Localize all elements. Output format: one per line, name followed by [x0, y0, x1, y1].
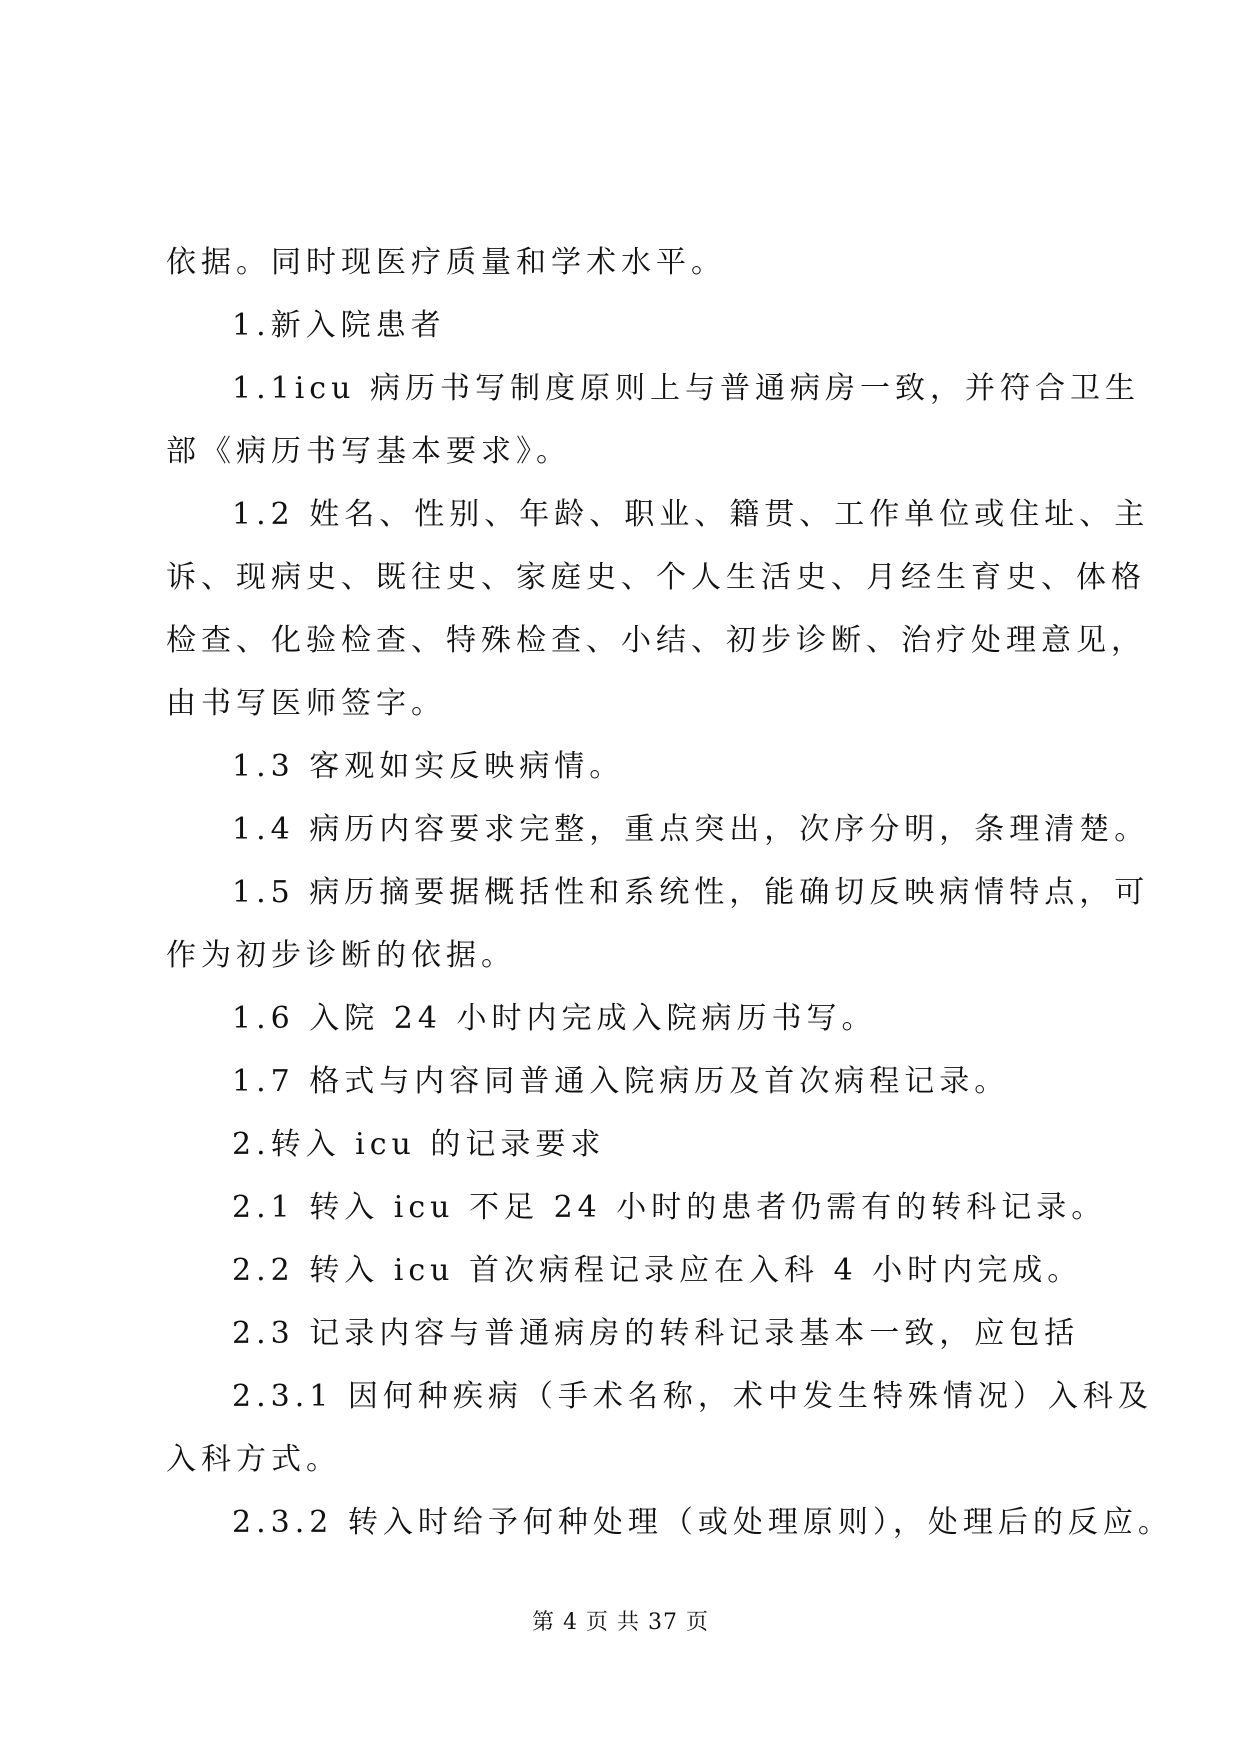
document-body [166, 231, 1173, 1554]
text-line: 1.6 入院 24 小时内完成入院病历书写。 [232, 1001, 877, 1036]
text-line: 2.1 转入 icu 不足 24 小时的患者仍需有的转科记录。 [232, 1190, 1107, 1225]
text-line: 2.3 记录内容与普通病房的转科记录基本一致，应包括 [232, 1316, 1080, 1351]
text-line: 1.2 姓名、性别、年龄、职业、籍贯、工作单位或住址、主 [232, 497, 1150, 532]
text-line: 由书写医师签字。 [166, 686, 446, 721]
text-line: 1.4 病历内容要求完整，重点突出，次序分明，条理清楚。 [232, 812, 1150, 847]
text-line: 1.5 病历摘要据概括性和系统性，能确切反映病情特点，可 [232, 875, 1150, 910]
text-line: 2.2 转入 icu 首次病程记录应在入科 4 小时内完成。 [232, 1253, 1083, 1288]
text-line: 诉、现病史、既往史、家庭史、个人生活史、月经生育史、体格 [166, 560, 1146, 595]
page-footer: 第 4 页 共 37 页 [532, 1610, 709, 1635]
text-line: 依据。同时现医疗质量和学术水平。 [166, 245, 726, 280]
text-line: 1.7 格式与内容同普通入院病历及首次病程记录。 [232, 1064, 1010, 1099]
text-line: 2.转入 icu 的记录要求 [232, 1127, 606, 1162]
text-line: 入科方式。 [166, 1442, 341, 1477]
text-line: 2.3.1 因何种疾病（手术名称，术中发生特殊情况）入科及 [232, 1379, 1153, 1414]
text-line: 1.新入院患者 [232, 308, 446, 343]
text-line: 检查、化验检查、特殊检查、小结、初步诊断、治疗处理意见， [166, 623, 1146, 658]
text-line: 作为初步诊断的依据。 [166, 938, 516, 973]
text-line: 1.3 客观如实反映病情。 [232, 749, 625, 784]
text-line: 部《病历书写基本要求》。 [166, 434, 571, 469]
text-line: 1.1icu 病历书写制度原则上与普通病房一致，并符合卫生 [232, 371, 1140, 406]
text-line: 2.3.2 转入时给予何种处理（或处理原则），处理后的反应。 [232, 1505, 1173, 1540]
